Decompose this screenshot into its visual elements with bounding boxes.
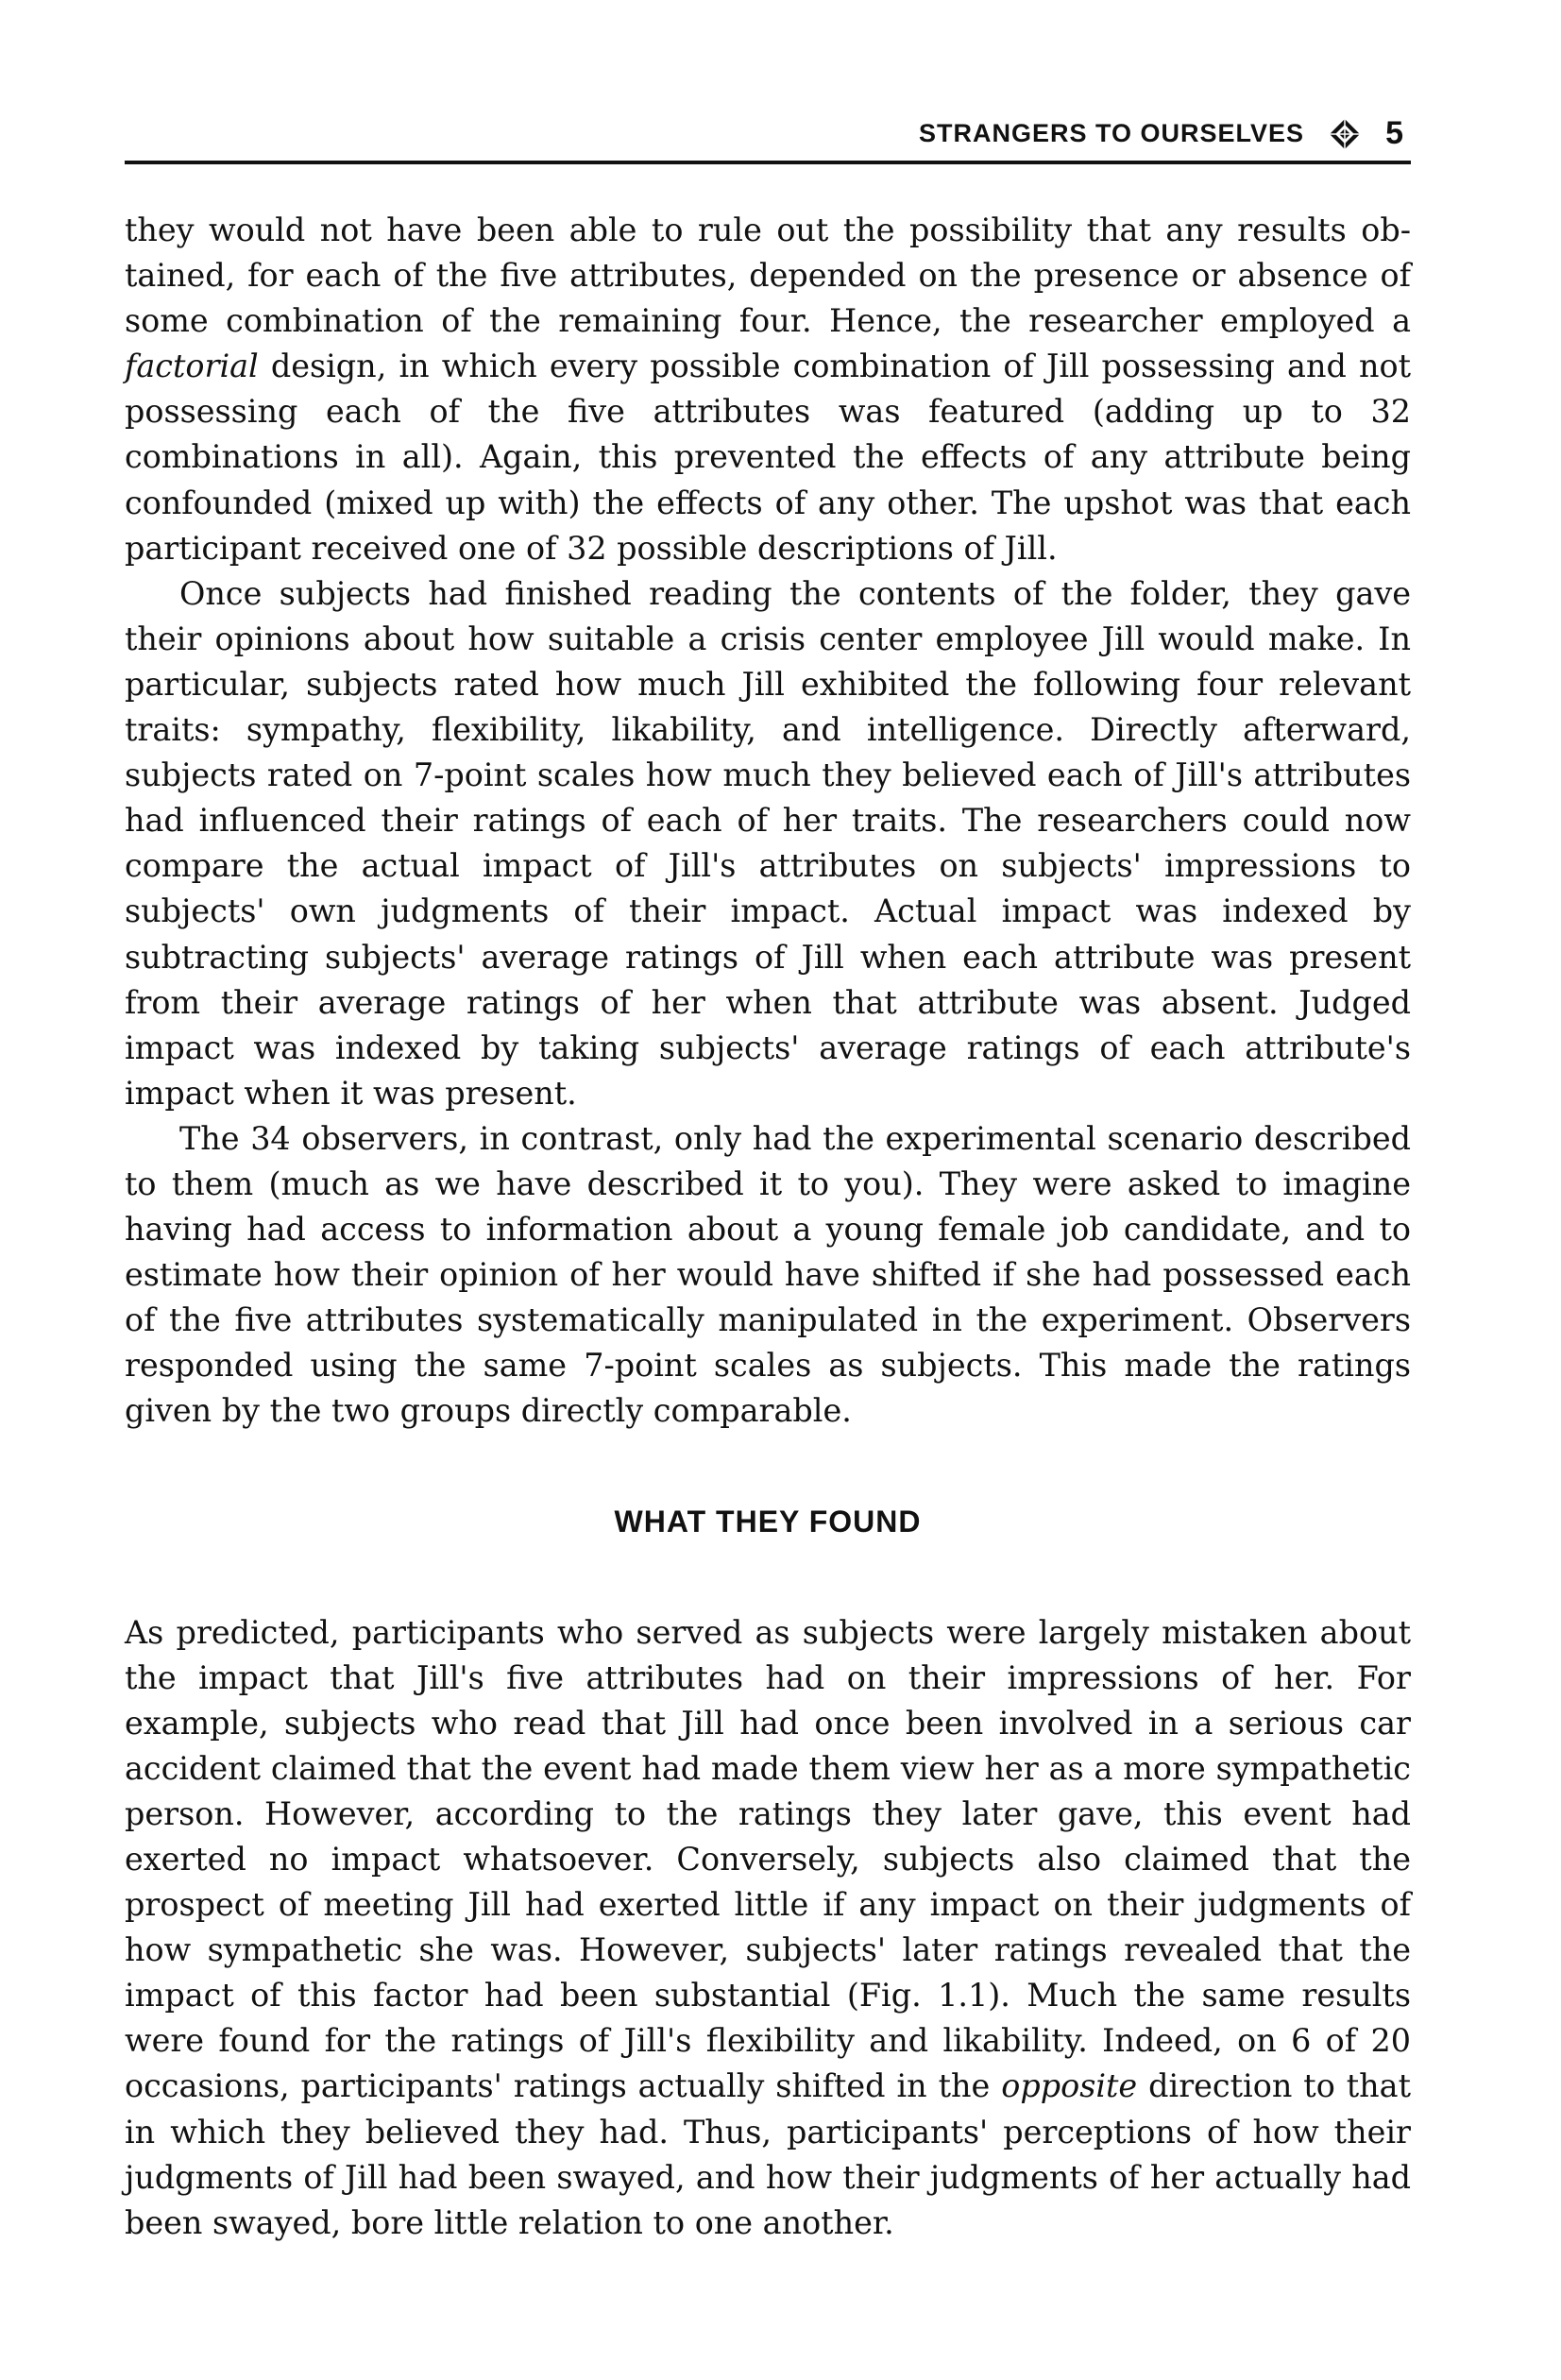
paragraph-1-emphasis: factorial (125, 348, 259, 385)
paragraph-4-emphasis: opposite (1001, 2067, 1138, 2105)
paragraph-3: The 34 observers, in contrast, only had the experimental scenario described to them (much as we have described it to you). They were asked to imagine having had access to information about a young female job candidate, and to estimate how their opinion of her would have shifted if she had possessed each of the five attributes systematically manipulated in the experiment. Observers responded using the same 7-point scales as subjects. This made the ratings given by the two groups directly comparable. (125, 1119, 1411, 1430)
running-header (125, 111, 1411, 164)
running-title: STRANGERS TO OURSELVES (919, 119, 1305, 147)
paragraph-2: Once subjects had finished reading the contents of the folder, they gave their opinions about how suitable a crisis center employee Jill would make. In particular, subjects rated how much Jill exhibited the following four relevant traits: sympathy, flexibility, likability, and intelligence. Directly afterward, subjects rated on 7-point scales how much they believed each of Jill's attributes had influenced their ratings of each of her traits. The researchers could now compare the actual impact of Jill's attributes on subjects' impressions to subjects' own judgments of their impact. Actual impact was indexed by subtracting subjects' average ratings of Jill when each attribute was present from their average ratings of her when that attribute was absent. Judged impact was indexed by taking subjects' average ratings of each attribute's impact when it was present. (125, 574, 1411, 1112)
diamond-ornament-icon (1329, 118, 1361, 150)
paragraph-4-part-a: As predicted, participants who served as subjects were largely mistaken about the impact that Jill's five attributes had on their impressions of her. For example, subjects who read that Jill had once been involved in a serious car accident claimed that the event had made them view her as a more sympathetic person. However, according to the ratings they later gave, this event had exerted no impact whatsoever. Conversely, subjects also claimed that the prospect of meeting Jill had exerted little if any impact on their judgments of how sympathetic she was. However, subjects' later ratings revealed that the impact of this factor had been substantial (Fig. 1.1). Much the same results were found for the ratings of Jill's flexibility and likability. Indeed, on 6 of 20 occasions, participants' ratings actually shifted in the (125, 1613, 1411, 2105)
running-header-content (919, 115, 1403, 152)
paragraph-4-part-b: direction to that in which they believed they had. Thus, participants' perceptions of how their judgments of Jill had been swayed, and how their judgments of her actually had been swayed, bore little relation to one another. (125, 2067, 1411, 2241)
paragraph-1-part-b: design, in which every possible combination of Jill possessing and not possessing each of the five attributes was featured (adding up to 32 combinations in all). Again, this prevented the effects of any attribute being confounded (mixed up with) the effects of any other. The upshot was that each participant received one of 32 possible descriptions of Jill. (125, 348, 1411, 567)
page-number: 5 (1385, 115, 1403, 151)
paragraph-1 (125, 208, 1411, 571)
paragraph-4 (125, 1610, 1411, 2246)
paragraph-1-part-a: they would not have been able to rule out the possibility that any results obtained, for each of the five attributes, depended on the presence or absence of some combination of the remaining four. Hence, the researcher employed a (125, 212, 1411, 340)
body-text (125, 208, 1411, 2246)
section-heading: WHAT THEY FOUND (614, 1504, 922, 1538)
